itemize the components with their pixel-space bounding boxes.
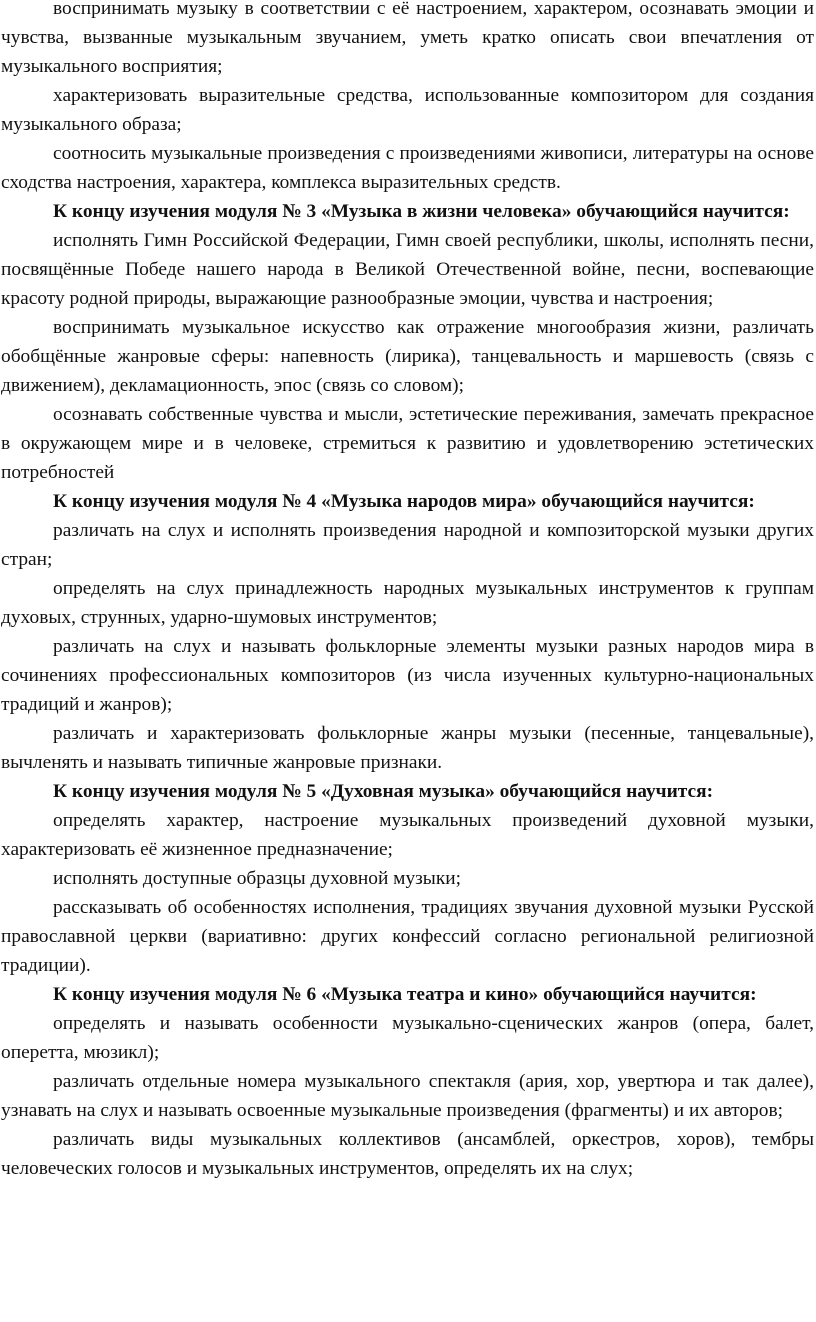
text-paragraph: исполнять доступные образцы духовной музыки; — [53, 868, 462, 889]
text-paragraph: определять и называть особенности музыкально-сценических жанров (опера, балет, оперетта, мюзикл); — [1, 1013, 814, 1063]
text-paragraph: воспринимать музыкальное искусство как отражение многообразия жизни, различать обобщённые жанровые сферы: напевность (лирика), танцевальность и маршевость (связь с движением), декламационность, эпос (связь со словом); — [1, 317, 814, 396]
text-paragraph: воспринимать музыку в соответствии с её настроением, характером, осознавать эмоции и чувства, вызванные музыкальным звучанием, уметь кратко описать свои впечатления от музыкального восприятия; — [1, 0, 814, 77]
text-paragraph: определять на слух принадлежность народных музыкальных инструментов к группам духовых, струнных, ударно-шумовых инструментов; — [1, 578, 814, 628]
text-paragraph: различать на слух и исполнять произведения народной и композиторской музыки других стран; — [1, 520, 814, 570]
text-paragraph: различать виды музыкальных коллективов (ансамблей, оркестров, хоров), тембры человеческих голосов и музыкальных инструментов, определять их на слух; — [1, 1129, 814, 1179]
text-paragraph: исполнять Гимн Российской Федерации, Гимн своей республики, школы, исполнять песни, посвящённые Победе нашего народа в Великой Отечественной войне, песни, воспевающие красоту родной природы, выражающие разнообразные эмоции, чувства и настроения; — [1, 230, 814, 309]
text-paragraph: соотносить музыкальные произведения с произведениями живописи, литературы на основе сходства настроения, характера, комплекса выразительных средств. — [1, 143, 814, 193]
text-paragraph: определять характер, настроение музыкальных произведений духовной музыки, характеризовать её жизненное предназначение; — [1, 810, 814, 860]
text-paragraph: рассказывать об особенностях исполнения, традициях звучания духовной музыки Русской православной церкви (вариативно: других конфессий согласно региональной религиозной традиции). — [1, 897, 814, 976]
section-heading: К концу изучения модуля № 5 «Духовная музыка» обучающийся научится: — [53, 781, 714, 802]
section-heading: К концу изучения модуля № 6 «Музыка театра и кино» обучающийся научится: — [53, 984, 757, 1005]
text-paragraph: различать отдельные номера музыкального спектакля (ария, хор, увертюра и так далее), узнавать на слух и называть освоенные музыкальные произведения (фрагменты) и их авторов; — [1, 1071, 814, 1121]
section-heading: К концу изучения модуля № 4 «Музыка народов мира» обучающийся научится: — [53, 491, 755, 512]
text-paragraph: характеризовать выразительные средства, использованные композитором для создания музыкального образа; — [1, 85, 814, 135]
text-paragraph: различать и характеризовать фольклорные жанры музыки (песенные, танцевальные), вычленять и называть типичные жанровые признаки. — [1, 723, 814, 773]
section-heading: К концу изучения модуля № 3 «Музыка в жизни человека» обучающийся научится: — [53, 201, 790, 222]
text-paragraph: осознавать собственные чувства и мысли, эстетические переживания, замечать прекрасное в окружающем мире и в человеке, стремиться к развитию и удовлетворению эстетических потребностей — [1, 404, 814, 483]
document-body — [1, 0, 814, 1183]
text-paragraph: различать на слух и называть фольклорные элементы музыки разных народов мира в сочинениях профессиональных композиторов (из числа изученных культурно-национальных традиций и жанров); — [1, 636, 814, 715]
